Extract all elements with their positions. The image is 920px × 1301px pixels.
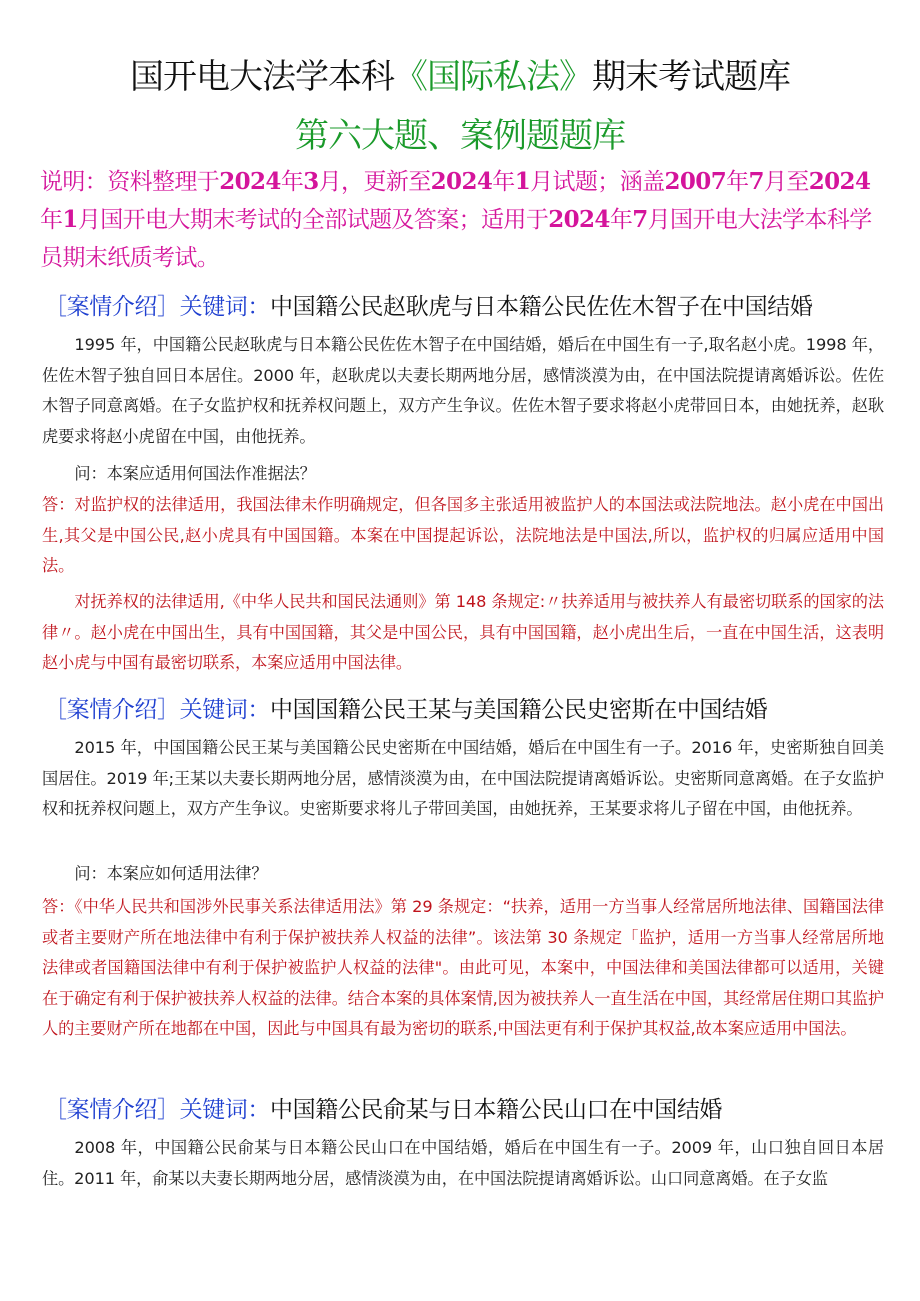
description-note [40,163,885,277]
note-text: 年 [726,169,749,195]
case-body: 2008 年，中国籍公民俞某与日本籍公民山口在中国结婚，婚后在中国生有一子。2009 年，山口独自回日本居住。2011 年，俞某以夫妻长期两地分居，感情淡漠为由，在中国法院提请离婚诉讼。山口同意离婚。在子女监 [42,1138,884,1188]
case-answer-continued: 对抚养权的法律适用,《中华人民共和国民法通则》第 148 条规定:〃扶养适用与被扶养人有最密切联系的国家的法律〃。赵小虎在中国出生，具有中国国籍，其父是中国公民，具有中国国籍，赵小虎出生后，一直在中国生活，这表明赵小虎与中国有最密切联系，本案应适用中国法律。 [42,592,884,672]
note-month: 1 [62,206,78,233]
case-tag: ［案情介绍］关键词： [44,1097,271,1123]
case-answer: 答：对监护权的法律适用，我国法律未作明确规定，但各国多主张适用被监护人的本国法或法院地法。赵小虎在中国出生,其父是中国公民,赵小虎具有中国国籍。本案在中国提起诉讼，法院地法是中国法,所以，监护权的归属应适用中国法。 [42,495,884,575]
note-text: 年 [609,207,633,233]
case-question: 问：本案应适用何国法作准据法？ [74,464,316,483]
case-question: 问：本案应如何适用法律？ [74,864,268,883]
case-keyword: 中国籍公民俞某与日本籍公民山口在中国结婚 [270,1097,723,1123]
note-text: 年 [280,169,304,195]
title-suffix: 期末考试题库 [592,57,790,97]
note-year: 2007 [664,168,727,195]
case-tag: ［案情介绍］关键词： [44,697,271,723]
page-title [0,52,920,102]
case-heading [44,693,889,727]
note-year: 2024 [430,168,493,195]
title-course-name: 《国际私法》 [394,57,592,97]
note-text: 月，更新至 [318,169,431,195]
note-month: 7 [748,168,764,195]
note-text: 年 [492,169,515,195]
case-body: 2015 年，中国国籍公民王某与美国籍公民史密斯在中国结婚，婚后在中国生有一子。2016 年，史密斯独自回美国居住。2019 年;王某以夫妻长期两地分居，感情淡漠为由，在中国法院提请离婚诉讼。史密斯同意离婚。在子女监护权和抚养权问题上，双方产生争议。史密斯要求将儿子带回美国，由她抚养，王某要求将儿子留在中国，由他抚养。 [42,738,884,818]
note-month: 1 [514,168,531,195]
note-text: 年 [40,207,63,233]
note-month: 7 [632,206,648,233]
note-text: 月国开电大法学本科学员期末纸质考试。 [40,207,872,271]
title-prefix: 国开电大法学本科 [130,57,394,97]
note-month: 3 [303,168,319,195]
note-year: 2024 [548,206,610,233]
note-text: 说明：资料整理于 [40,169,220,195]
section-subtitle: 第六大题、案例题题库 [295,116,625,156]
note-text: 月国开电大期末考试的全部试题及答案；适用于 [77,207,549,233]
case-heading [44,290,889,324]
case-heading [44,1093,889,1127]
case-answer: 答：《中华人民共和国涉外民事关系法律适用法》第 29 条规定：“扶养，适用一方当事人经常居所地法律、国籍国法律或者主要财产所在地法律中有利于保护被扶养人权益的法律”。该法第 30 条规定「监护，适用一方当事人经常居所地法律或者国籍国法律中有利于保护被监护人权益的法律"。由此可见，本案中，中国法律和美国法律都可以适用，关键在于确定有利于保护被扶养人权益的法律。结合本案的具体案情,因为被扶养人一直生活在中国，其经常居住期口其监护人的主要财产所在地都在中国，因此与中国具有最为密切的联系,中国法更有利于保护其权益,故本案应适用中国法。 [42,897,885,1038]
case-keyword: 中国国籍公民王某与美国籍公民史密斯在中国结婚 [270,697,768,723]
note-text: 月至 [763,169,809,195]
case-tag: ［案情介绍］关键词： [44,294,271,320]
note-year: 2024 [808,168,871,195]
note-text: 月试题；涵盖 [530,169,665,195]
case-keyword: 中国籍公民赵耿虎与日本籍公民佐佐木智子在中国结婚 [270,294,813,320]
note-year: 2024 [219,168,281,195]
case-body: 1995 年，中国籍公民赵耿虎与日本籍公民佐佐木智子在中国结婚，婚后在中国生有一子,取名赵小虎。1998 年，佐佐木智子独自回日本居住。2000 年，赵耿虎以夫妻长期两地分居，感情淡漠为由，在中国法院提请离婚诉讼。佐佐木智子同意离婚。在子女监护权和抚养权问题上，双方产生争议。佐佐木智子要求将赵小虎带回日本，由她抚养，赵耿虎要求将赵小虎留在中国，由他抚养。 [42,335,884,446]
